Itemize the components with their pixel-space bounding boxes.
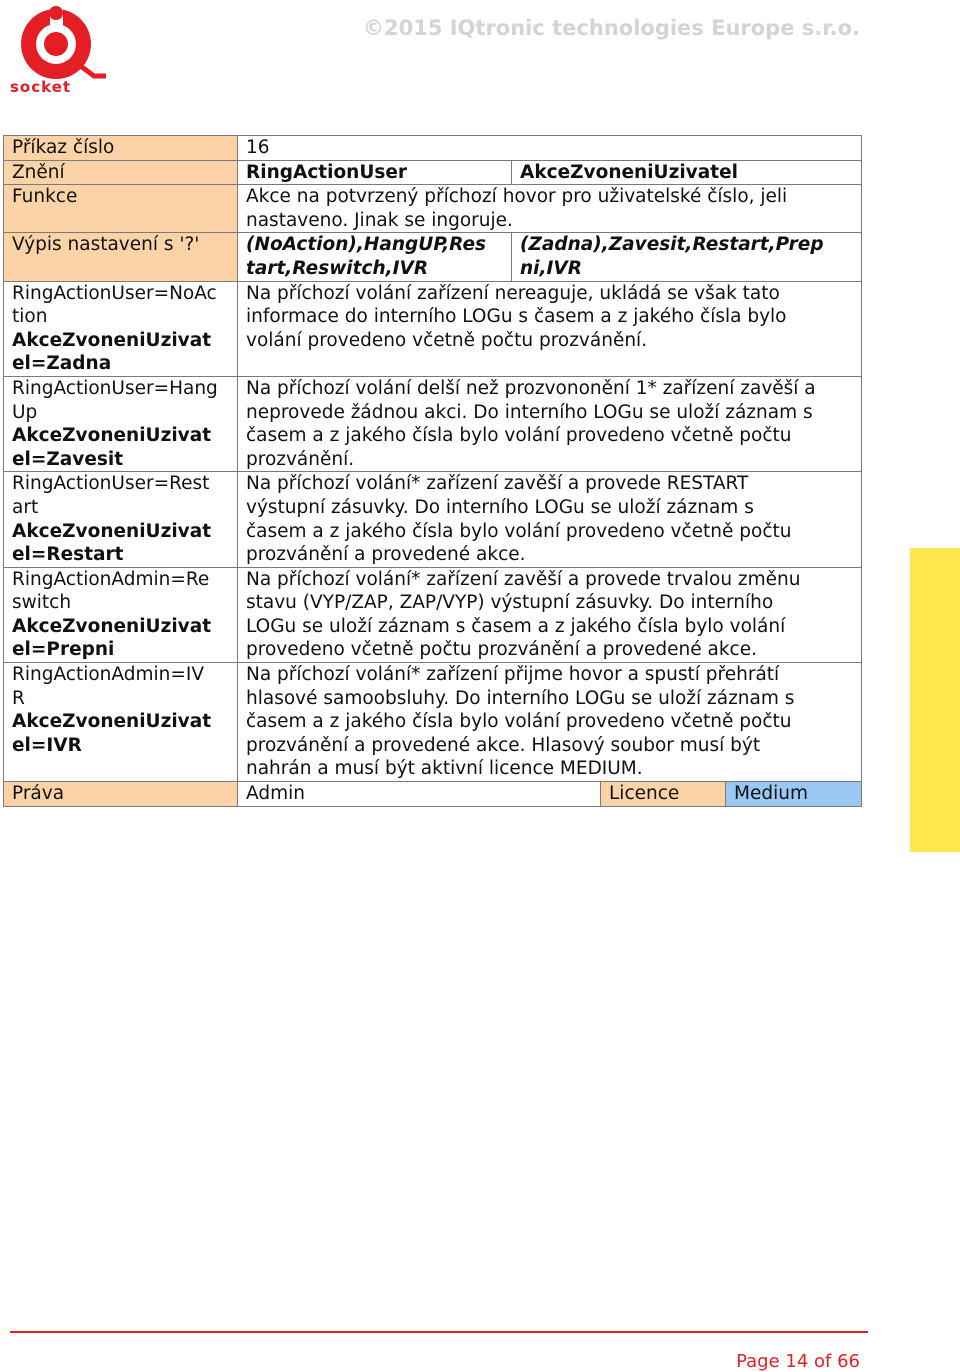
row-rights bbox=[4, 782, 862, 807]
row-listing bbox=[4, 233, 862, 281]
desc-line: časem a z jakého čísla bylo volání provedeno včetně počtu bbox=[246, 520, 792, 542]
option-row bbox=[4, 281, 862, 376]
desc-line: stavu (VYP/ZAP, ZAP/VYP) výstupní zásuvky. Do interního bbox=[246, 592, 774, 614]
option-key-cz: AkceZvoneniUzivat bbox=[12, 711, 212, 733]
option-description bbox=[238, 567, 862, 662]
option-key-en: RingActionAdmin=IV bbox=[12, 664, 204, 686]
desc-line: prozvánění. bbox=[246, 448, 355, 470]
listing-cz-line: ni,IVR bbox=[520, 257, 582, 279]
option-key bbox=[4, 663, 238, 782]
desc-line: Na příchozí volání delší než prozvononění 1* zařízení zavěší a bbox=[246, 377, 816, 399]
row-function bbox=[4, 185, 862, 233]
listing-en-line: tart,Reswitch,IVR bbox=[246, 257, 429, 279]
desc-line: neprovede žádnou akci. Do interního LOGu se uloží záznam s bbox=[246, 401, 813, 423]
listing-cz bbox=[512, 233, 862, 281]
option-key bbox=[4, 281, 238, 376]
function-line: nastaveno. Jinak se ingoruje. bbox=[246, 209, 513, 231]
desc-line: Na příchozí volání zařízení nereaguje, ukládá se však tato bbox=[246, 282, 780, 304]
rights-label: Práva bbox=[4, 782, 238, 807]
wording-en: RingActionUser bbox=[238, 160, 512, 185]
option-key-cz: AkceZvoneniUzivat bbox=[12, 520, 212, 542]
option-row bbox=[4, 567, 862, 662]
command-number-value: 16 bbox=[238, 136, 862, 161]
option-key-cz: AkceZvoneniUzivat bbox=[12, 425, 212, 447]
option-key-cz: el=Zavesit bbox=[12, 448, 124, 470]
option-key-en: art bbox=[12, 496, 39, 518]
side-tab-marker bbox=[910, 548, 960, 852]
desc-line: Na příchozí volání* zařízení zavěší a provede trvalou změnu bbox=[246, 568, 801, 590]
desc-line: Na příchozí volání* zařízení přijme hovor a spustí přehrátí bbox=[246, 664, 780, 686]
wording-cz: AkceZvoneniUzivatel bbox=[512, 160, 862, 185]
command-number-label: Příkaz číslo bbox=[4, 136, 238, 161]
desc-line: volání provedeno včetně počtu prozvánění. bbox=[246, 329, 648, 351]
option-key-cz: el=IVR bbox=[12, 734, 82, 756]
desc-line: LOGu se uloží záznam s časem a z jakého čísla bylo volání bbox=[246, 615, 786, 637]
desc-line: časem a z jakého čísla bylo volání provedeno včetně počtu bbox=[246, 425, 792, 447]
option-row bbox=[4, 376, 862, 471]
desc-line: provedeno včetně počtu prozvánění a provedené akce. bbox=[246, 639, 757, 661]
listing-en bbox=[238, 233, 512, 281]
option-key bbox=[4, 472, 238, 567]
option-key-en: RingActionAdmin=Re bbox=[12, 568, 210, 590]
option-row bbox=[4, 472, 862, 567]
option-key bbox=[4, 376, 238, 471]
option-key bbox=[4, 567, 238, 662]
copyright-notice: ©2015 IQtronic technologies Europe s.r.o. bbox=[362, 16, 860, 40]
listing-cz-line: (Zadna),Zavesit,Restart,Prep bbox=[520, 234, 824, 256]
wording-label: Znění bbox=[4, 160, 238, 185]
option-key-en: Up bbox=[12, 401, 38, 423]
command-spec-table bbox=[3, 135, 862, 807]
option-key-cz: el=Restart bbox=[12, 544, 124, 566]
desc-line: časem a z jakého čísla bylo volání provedeno včetně počtu bbox=[246, 711, 792, 733]
option-description bbox=[238, 376, 862, 471]
function-label: Funkce bbox=[4, 185, 238, 233]
option-key-cz: AkceZvoneniUzivat bbox=[12, 329, 212, 351]
rights-value: Admin bbox=[238, 782, 601, 807]
option-description bbox=[238, 281, 862, 376]
option-key-en: switch bbox=[12, 592, 72, 614]
listing-en-line: (NoAction),HangUP,Res bbox=[246, 234, 487, 256]
option-key-cz: el=Zadna bbox=[12, 353, 112, 375]
row-command-number bbox=[4, 136, 862, 161]
option-key-en: tion bbox=[12, 306, 48, 328]
option-description bbox=[238, 472, 862, 567]
desc-line: prozvánění a provedené akce. bbox=[246, 544, 526, 566]
desc-line: informace do interního LOGu s časem a z jakého čísla bylo bbox=[246, 306, 787, 328]
licence-label: Licence bbox=[601, 782, 726, 807]
option-key-en: RingActionUser=Hang bbox=[12, 377, 218, 399]
option-key-cz: AkceZvoneniUzivat bbox=[12, 615, 212, 637]
page-number: Page 14 of 66 bbox=[736, 1351, 860, 1372]
function-line: Akce na potvrzený příchozí hovor pro uživatelské číslo, jeli bbox=[246, 186, 788, 208]
logo-wordmark: socket bbox=[10, 78, 72, 96]
desc-line: nahrán a musí být aktivní licence MEDIUM. bbox=[246, 758, 643, 780]
licence-value: Medium bbox=[726, 782, 862, 807]
desc-line: Na příchozí volání* zařízení zavěší a provede RESTART bbox=[246, 473, 749, 495]
function-description bbox=[238, 185, 862, 233]
option-key-en: RingActionUser=Rest bbox=[12, 473, 210, 495]
desc-line: prozvánění a provedené akce. Hlasový soubor musí být bbox=[246, 734, 761, 756]
desc-line: hlasové samoobsluhy. Do interního LOGu se uloží záznam s bbox=[246, 687, 795, 709]
option-description bbox=[238, 663, 862, 782]
row-wording bbox=[4, 160, 862, 185]
footer-divider bbox=[10, 1331, 868, 1333]
option-key-cz: el=Prepni bbox=[12, 639, 115, 661]
option-key-en: RingActionUser=NoAc bbox=[12, 282, 217, 304]
option-row bbox=[4, 663, 862, 782]
desc-line: výstupní zásuvky. Do interního LOGu se uloží záznam s bbox=[246, 496, 754, 518]
listing-label: Výpis nastavení s '?' bbox=[4, 233, 238, 281]
option-key-en: R bbox=[12, 687, 25, 709]
